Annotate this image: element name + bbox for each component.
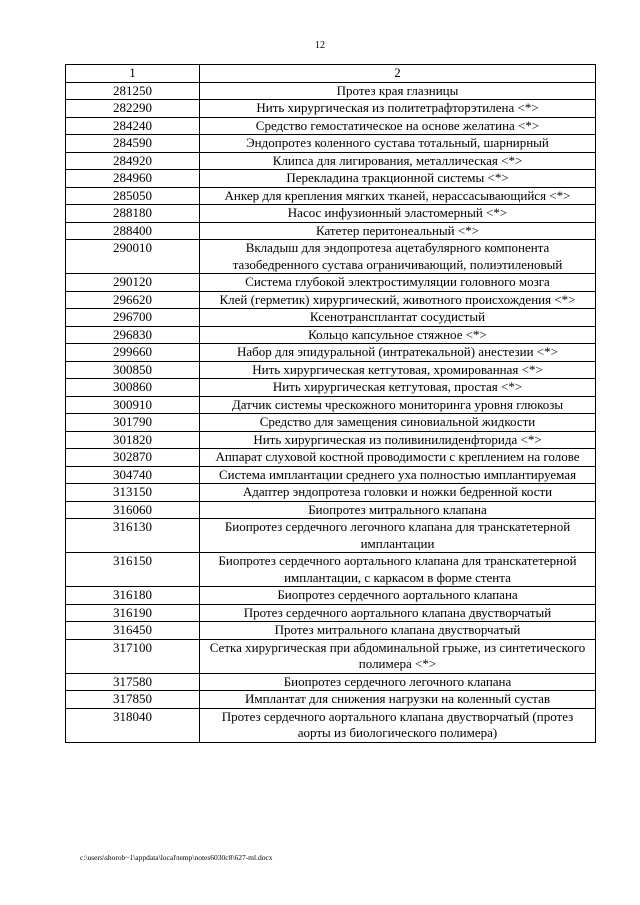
row-code-cell: 316150 [66, 553, 200, 587]
row-code-cell: 301790 [66, 414, 200, 432]
table-row [66, 240, 596, 274]
table-row [66, 691, 596, 709]
row-name-cell: Биопротез сердечного легочного клапана для транскатетерной имплантации [200, 519, 596, 553]
table-row [66, 170, 596, 188]
table-body [66, 82, 596, 742]
table-row [66, 100, 596, 118]
row-name-cell: Биопротез сердечного легочного клапана [200, 673, 596, 691]
row-name-cell: Эндопротез коленного сустава тотальный, шарнирный [200, 135, 596, 153]
row-code-cell: 304740 [66, 466, 200, 484]
table-row [66, 431, 596, 449]
row-code-cell: 318040 [66, 708, 200, 742]
row-name-cell: Кольцо капсульное стяжное <*> [200, 326, 596, 344]
row-name-cell: Средство гемостатическое на основе желатина <*> [200, 117, 596, 135]
row-name-cell: Датчик системы чрескожного мониторинга уровня глюкозы [200, 396, 596, 414]
row-code-cell: 288400 [66, 222, 200, 240]
device-code-table [65, 64, 596, 743]
table-row [66, 326, 596, 344]
row-name-cell: Протез сердечного аортального клапана двустворчатый [200, 604, 596, 622]
table-row [66, 673, 596, 691]
row-name-cell: Нить хирургическая из поливинилиденфторида <*> [200, 431, 596, 449]
table-row [66, 449, 596, 467]
row-name-cell: Анкер для крепления мягких тканей, нерассасывающийся <*> [200, 187, 596, 205]
row-name-cell: Имплантат для снижения нагрузки на коленный сустав [200, 691, 596, 709]
row-code-cell: 316180 [66, 587, 200, 605]
row-name-cell: Нить хирургическая кетгутовая, хромированная <*> [200, 361, 596, 379]
table-row [66, 553, 596, 587]
table-row [66, 361, 596, 379]
row-code-cell: 284920 [66, 152, 200, 170]
row-name-cell: Протез края глазницы [200, 82, 596, 100]
table-row [66, 135, 596, 153]
row-code-cell: 316190 [66, 604, 200, 622]
row-name-cell: Нить хирургическая из политетрафторэтилена <*> [200, 100, 596, 118]
row-code-cell: 316130 [66, 519, 200, 553]
row-name-cell: Протез митрального клапана двустворчатый [200, 622, 596, 640]
row-name-cell: Биопротез сердечного аортального клапана для транскатетерной имплантации, с каркасом в форме стента [200, 553, 596, 587]
column-header-name: 2 [200, 65, 596, 83]
row-code-cell: 317100 [66, 639, 200, 673]
table-row [66, 152, 596, 170]
table-row [66, 274, 596, 292]
row-code-cell: 284240 [66, 117, 200, 135]
row-code-cell: 300860 [66, 379, 200, 397]
table-row [66, 117, 596, 135]
row-name-cell: Ксенотрансплантат сосудистый [200, 309, 596, 327]
table-row [66, 587, 596, 605]
row-code-cell: 288180 [66, 205, 200, 223]
table-row [66, 396, 596, 414]
row-code-cell: 281250 [66, 82, 200, 100]
table-row [66, 501, 596, 519]
table-row [66, 466, 596, 484]
row-code-cell: 296620 [66, 291, 200, 309]
row-name-cell: Адаптер эндопротеза головки и ножки бедренной кости [200, 484, 596, 502]
row-name-cell: Вкладыш для эндопротеза ацетабулярного компонента тазобедренного сустава ограничивающий, полиэтиленовый [200, 240, 596, 274]
row-name-cell: Катетер перитонеальный <*> [200, 222, 596, 240]
table-row [66, 708, 596, 742]
row-name-cell: Биопротез митрального клапана [200, 501, 596, 519]
row-name-cell: Сетка хирургическая при абдоминальной грыже, из синтетического полимера <*> [200, 639, 596, 673]
table-row [66, 82, 596, 100]
row-name-cell: Насос инфузионный эластомерный <*> [200, 205, 596, 223]
table-row [66, 414, 596, 432]
table-row [66, 639, 596, 673]
row-name-cell: Набор для эпидуральной (интратекальной) анестезии <*> [200, 344, 596, 362]
row-name-cell: Клей (герметик) хирургический, животного происхождения <*> [200, 291, 596, 309]
table-row [66, 604, 596, 622]
row-code-cell: 301820 [66, 431, 200, 449]
row-code-cell: 285050 [66, 187, 200, 205]
table-row [66, 222, 596, 240]
row-code-cell: 284960 [66, 170, 200, 188]
row-name-cell: Протез сердечного аортального клапана двустворчатый (протез аорты из биологического полимера) [200, 708, 596, 742]
row-code-cell: 313150 [66, 484, 200, 502]
row-code-cell: 284590 [66, 135, 200, 153]
row-name-cell: Аппарат слуховой костной проводимости с креплением на голове [200, 449, 596, 467]
row-code-cell: 290120 [66, 274, 200, 292]
row-name-cell: Система имплантации среднего уха полностью имплантируемая [200, 466, 596, 484]
row-code-cell: 316450 [66, 622, 200, 640]
table-row [66, 519, 596, 553]
row-code-cell: 300910 [66, 396, 200, 414]
row-name-cell: Биопротез сердечного аортального клапана [200, 587, 596, 605]
row-name-cell: Система глубокой электростимуляции головного мозга [200, 274, 596, 292]
row-name-cell: Нить хирургическая кетгутовая, простая <*> [200, 379, 596, 397]
page-number: 12 [315, 40, 325, 51]
table-row [66, 187, 596, 205]
table-header-row [66, 65, 596, 83]
table-row [66, 622, 596, 640]
table-row [66, 344, 596, 362]
row-code-cell: 290010 [66, 240, 200, 274]
row-code-cell: 316060 [66, 501, 200, 519]
table-row [66, 484, 596, 502]
row-code-cell: 300850 [66, 361, 200, 379]
row-code-cell: 282290 [66, 100, 200, 118]
row-code-cell: 302870 [66, 449, 200, 467]
table-row [66, 379, 596, 397]
footer-file-path: c:\users\shorob~1\appdata\local\temp\notes6030c8\627-ml.docx [80, 853, 273, 862]
row-code-cell: 299660 [66, 344, 200, 362]
row-name-cell: Клипса для лигирования, металлическая <*> [200, 152, 596, 170]
column-header-code: 1 [66, 65, 200, 83]
table-row [66, 309, 596, 327]
row-code-cell: 296830 [66, 326, 200, 344]
table-row [66, 205, 596, 223]
row-code-cell: 296700 [66, 309, 200, 327]
row-name-cell: Перекладина тракционной системы <*> [200, 170, 596, 188]
table-row [66, 291, 596, 309]
row-name-cell: Средство для замещения синовиальной жидкости [200, 414, 596, 432]
row-code-cell: 317850 [66, 691, 200, 709]
row-code-cell: 317580 [66, 673, 200, 691]
